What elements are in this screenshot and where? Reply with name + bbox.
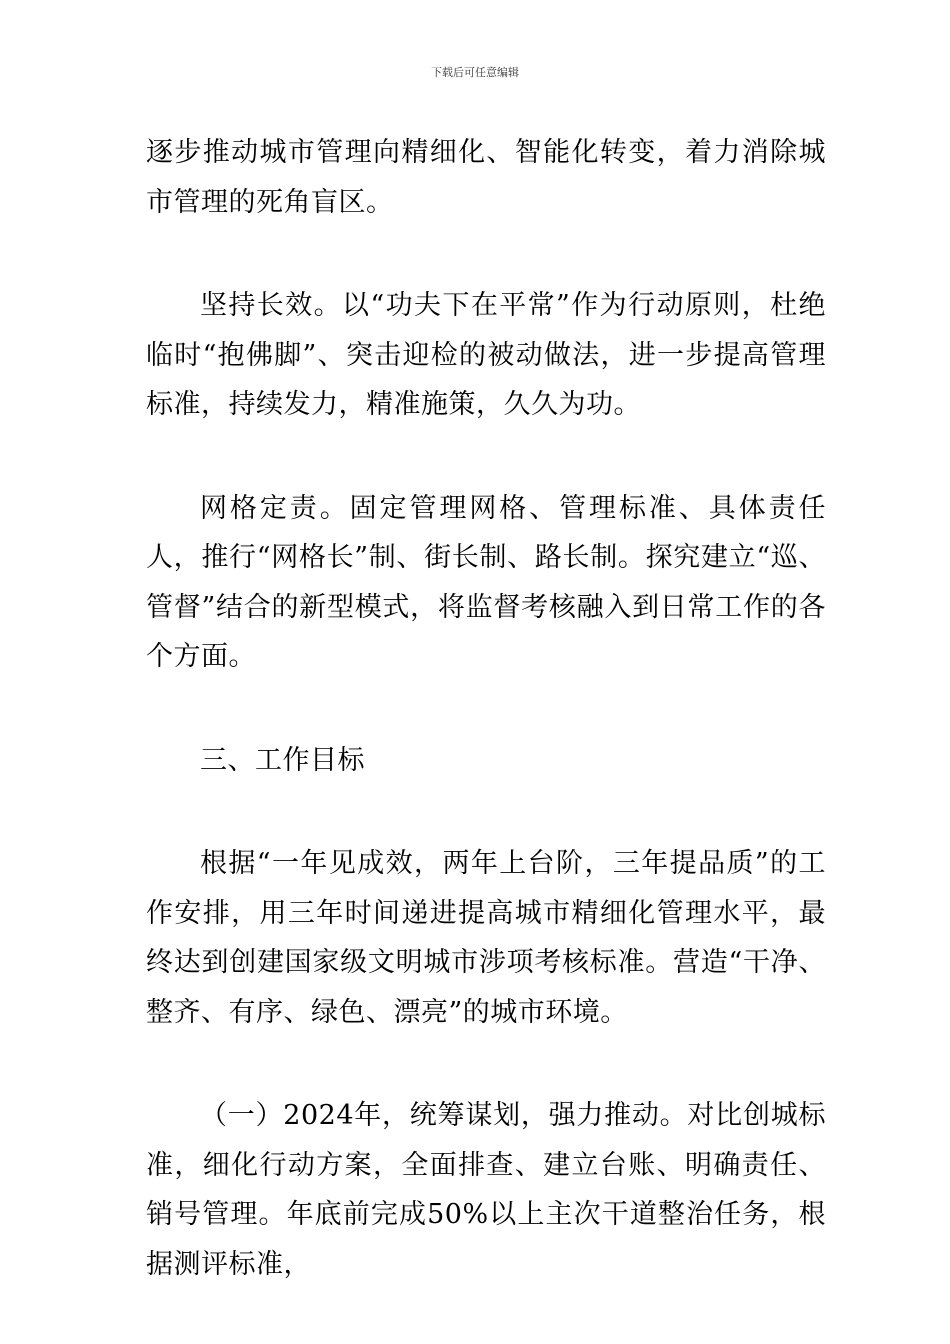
page-header-note: 下载后可任意编辑	[431, 66, 519, 79]
paragraph-persist-long-term: 坚持长效。以“功夫下在平常”作为行动原则，杜绝临时“抱佛脚”、突击迎检的被动做法，进一步提高管理标准，持续发力，精准施策，久久为功。	[146, 290, 826, 420]
paragraph-work-goals: 根据“一年见成效，两年上台阶，三年提品质”的工作安排，用三年时间递进提高城市精细化管理水平，最终达到创建国家级文明城市涉项考核标准。营造“干净、整齐、有序、绿色、漂亮”的城市环境。	[146, 848, 826, 1028]
document-body	[146, 128, 826, 1289]
paragraph-continuation: 逐步推动城市管理向精细化、智能化转变，着力消除城市管理的死角盲区。	[146, 137, 826, 218]
paragraph-year-2024: （一）2024年，统筹谋划，强力推动。对比创城标准，细化行动方案，全面排查、建立台账、明确责任、销号管理。年底前完成50%以上主次干道整治任务，根据测评标准，	[146, 1100, 826, 1280]
section-heading-work-goals: 三、工作目标	[200, 744, 365, 776]
paragraph-grid-responsibility: 网格定责。固定管理网格、管理标准、具体责任人，推行“网格长”制、街长制、路长制。探究建立“巡、管督”结合的新型模式，将监督考核融入到日常工作的各个方面。	[146, 492, 826, 672]
